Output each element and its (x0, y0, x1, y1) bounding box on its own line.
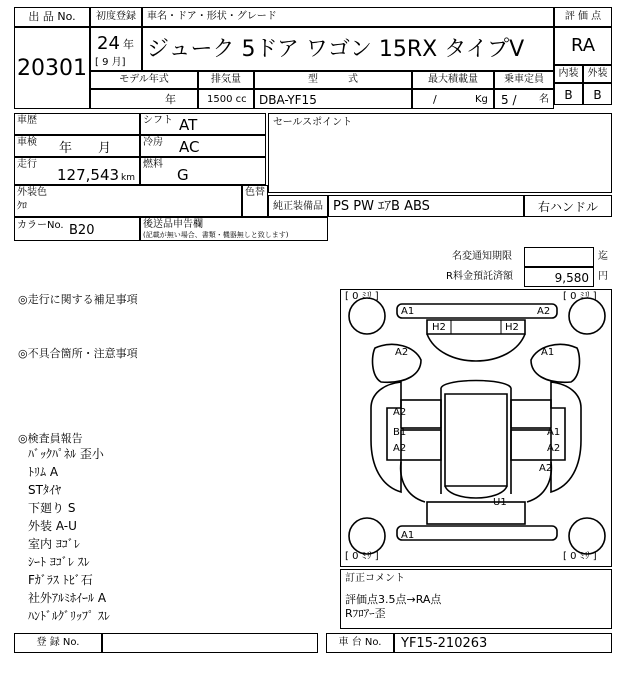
model-code: DBA-YF15 (259, 93, 317, 107)
shift-label: シフト (143, 115, 173, 126)
capacity-value: 5 / (501, 93, 517, 107)
oem-equipment-box (328, 195, 524, 217)
capacity-unit: 名 (539, 94, 549, 105)
max-load-box (412, 89, 494, 109)
shift-value: AT (179, 116, 198, 134)
odometer-unit: 迄 (598, 251, 608, 262)
shift-box (140, 113, 266, 135)
interior-label-box (554, 65, 583, 83)
mark-roof-rear: U1 (493, 497, 507, 508)
car-name-box (142, 27, 554, 71)
mark-fender-right: A1 (541, 347, 555, 358)
mark-door-rl-2: A2 (393, 443, 407, 454)
history-box (14, 113, 140, 135)
fuel-value: G (177, 166, 189, 184)
quarter-left (401, 462, 425, 502)
inspector-item: ﾊﾞｯｸﾊﾟﾈﾙ 歪小 (28, 447, 104, 461)
mark-quarter-right: A2 (539, 463, 553, 474)
exterior-label: 外装 (587, 68, 608, 79)
correction-label: 訂正コメント (345, 573, 405, 584)
ext-color-label: 外装色 (17, 187, 47, 198)
tire-br-depth: [ 0 ﾐﾘ ] (563, 551, 597, 562)
odometer-label: 名変通知期限 (452, 251, 512, 262)
reg-year-unit: 年 (123, 38, 134, 51)
mark-rear-bumper: A1 (401, 530, 415, 541)
oem-equipment: PS PW ｴｱB ABS (333, 199, 430, 214)
color-no-box (14, 217, 140, 241)
inspector-item: STﾀｲﾔ (28, 483, 61, 497)
eval-label-box (554, 7, 612, 27)
recycle-unit: 円 (598, 271, 608, 282)
tire-bl (349, 518, 385, 554)
inspection-value: 年 月 (59, 141, 112, 156)
recycle-box (524, 267, 594, 287)
rear-gate (427, 502, 525, 524)
type-label: 型 式 (308, 74, 358, 85)
tire-tr (569, 298, 605, 334)
color-no: B20 (69, 223, 95, 238)
oem-label-box (268, 195, 328, 217)
fender-right (531, 344, 579, 382)
mileage-box (14, 157, 140, 185)
door-rr (511, 430, 551, 460)
exterior-score: B (593, 88, 602, 102)
model-year-label: モデル年式 (119, 74, 169, 85)
load-unit: Kg (475, 94, 488, 105)
max-load-label: 最大積載量 (428, 74, 478, 85)
displacement-label-box (198, 71, 254, 89)
displacement: 1500 cc (207, 94, 247, 105)
chassis-label-box (326, 633, 394, 653)
car-name: ジューク 5ドア ワゴン 15RX タイプV (147, 37, 525, 62)
correction-line: Rﾌﾛｱｰ歪 (345, 607, 386, 620)
displacement-box (198, 89, 254, 109)
ext-color-box (14, 185, 242, 217)
inspector-item: 外装 A-U (28, 519, 77, 533)
lot-no-label: 出 品 No. (28, 10, 76, 23)
aftermarket-note: (記載が無い場合、書類・機器無しと致します) (143, 231, 289, 239)
reg-date-box (90, 27, 142, 71)
driving-notes-label: ◎走行に関する補足事項 (18, 293, 138, 306)
reg-no-label: 登 録 No. (36, 637, 80, 648)
lot-no-box (14, 27, 90, 109)
ext-color: ｸﾛ (17, 201, 27, 212)
load-value: / (433, 93, 437, 106)
model-year-value-box (90, 89, 198, 109)
mark-door-rr: A2 (547, 443, 561, 454)
first-reg-label-box (90, 7, 142, 27)
sales-points-label: セールスポイント (273, 117, 353, 128)
mileage-label: 走行 (17, 159, 37, 170)
front-bumper (397, 304, 557, 318)
mileage-value: 127,543 (57, 166, 120, 184)
mark-hood-left: H2 (432, 322, 446, 333)
recycle-amount: 9,580 (554, 271, 589, 285)
capacity-label-box (494, 71, 554, 89)
ac-box (140, 135, 266, 157)
displacement-label: 排気量 (211, 74, 241, 85)
reg-no-box (102, 633, 318, 653)
inspector-item: 社外ｱﾙﾐﾎｲｰﾙ A (28, 591, 107, 605)
color-change-label: 色替 (245, 187, 265, 198)
steering: 右ハンドル (537, 200, 598, 214)
history-label: 車歴 (17, 115, 37, 126)
tire-bl-depth: [ 0 ﾐﾘ ] (345, 551, 379, 562)
ac-label: 冷房 (143, 137, 163, 148)
cabin-lines (441, 381, 511, 495)
tire-tl (349, 298, 385, 334)
mileage-unit: km (121, 173, 135, 183)
door-fl (401, 400, 441, 428)
correction-line: 評価点3.5点→RA点 (345, 593, 442, 606)
inspection-label: 車検 (17, 137, 37, 148)
ac-value: AC (179, 138, 200, 156)
recycle-label: R料金預託済額 (446, 271, 513, 282)
lot-no-label-box (14, 7, 90, 27)
interior-score: B (564, 88, 573, 102)
capacity-box (494, 89, 554, 109)
mark-door-fr: A1 (547, 427, 561, 438)
inspection-box (14, 135, 140, 157)
door-rl (401, 430, 441, 460)
type-label-box (254, 71, 412, 89)
windshield (427, 334, 525, 361)
mark-hood-right: H2 (505, 322, 519, 333)
odometer-box (524, 247, 594, 267)
first-reg-label: 初度登録 (96, 11, 136, 22)
correction-box (340, 569, 612, 629)
reg-month: [ 9 月] (95, 57, 126, 68)
fuel-label: 燃料 (143, 159, 163, 170)
oem-equipment-label: 純正装備品 (273, 201, 323, 212)
aftermarket-box (140, 217, 328, 241)
inspector-item: 下廻り S (28, 501, 76, 515)
model-code-box (254, 89, 412, 109)
mark-front-right: A2 (537, 306, 551, 317)
reg-year: 24 (97, 33, 120, 54)
inspector-item: 室内 ﾖｺﾞﾚ (28, 537, 80, 551)
eval-label: 評 価 点 (564, 11, 602, 22)
eval-score-box (554, 27, 612, 65)
fuel-box (140, 157, 266, 185)
mark-door-rl-1: B1 (393, 427, 407, 438)
damage-diagram (340, 289, 612, 567)
tire-br (569, 518, 605, 554)
sales-points-box (268, 113, 612, 193)
color-change-box (242, 185, 268, 217)
mark-front-left: A1 (401, 306, 415, 317)
inspector-item: ｼｰﾄ ﾖｺﾞﾚ ｽﾚ (28, 555, 90, 569)
rear-bumper (397, 526, 557, 540)
mark-door-fl: A2 (393, 407, 407, 418)
model-year-label-box (90, 71, 198, 89)
tire-tr-depth: [ 0 ﾐﾘ ] (563, 291, 597, 302)
mark-fender-left: A2 (395, 347, 409, 358)
door-fr (511, 400, 551, 428)
eval-score: RA (570, 35, 596, 56)
chassis-no-box (394, 633, 612, 653)
car-name-label: 車名・ドア・形状・グレード (147, 11, 277, 22)
exterior-label-box (583, 65, 612, 83)
inspector-item: Fｶﾞﾗｽ ﾄﾋﾞ石 (28, 573, 93, 587)
aftermarket-label: 後送品申告欄 (143, 219, 203, 230)
interior-score-box (554, 83, 583, 105)
inspector-item: ﾊﾝﾄﾞﾙｸﾞﾘｯﾌﾟ ｽﾚ (28, 609, 110, 623)
interior-label: 内装 (558, 68, 579, 79)
steering-box (524, 195, 612, 217)
inspector-item: ﾄﾘﾑ A (28, 465, 59, 479)
exterior-score-box (583, 83, 612, 105)
lot-no: 20301 (17, 56, 87, 81)
max-load-label-box (412, 71, 494, 89)
model-year-value: 年 (165, 93, 176, 106)
tire-tl-depth: [ 0 ﾐﾘ ] (345, 291, 379, 302)
chassis-label: 車 台 No. (338, 637, 382, 648)
car-name-label-box (142, 7, 554, 27)
chassis-no: YF15-210263 (401, 636, 488, 651)
defects-label: ◎不具合箇所・注意事項 (18, 347, 138, 360)
capacity-label: 乗車定員 (504, 74, 544, 85)
reg-no-label-box (14, 633, 102, 653)
inspector-label: ◎検査員報告 (18, 432, 83, 445)
car-outline (341, 290, 611, 566)
color-no-label: カラーNo. (17, 220, 64, 231)
roof (445, 394, 507, 486)
